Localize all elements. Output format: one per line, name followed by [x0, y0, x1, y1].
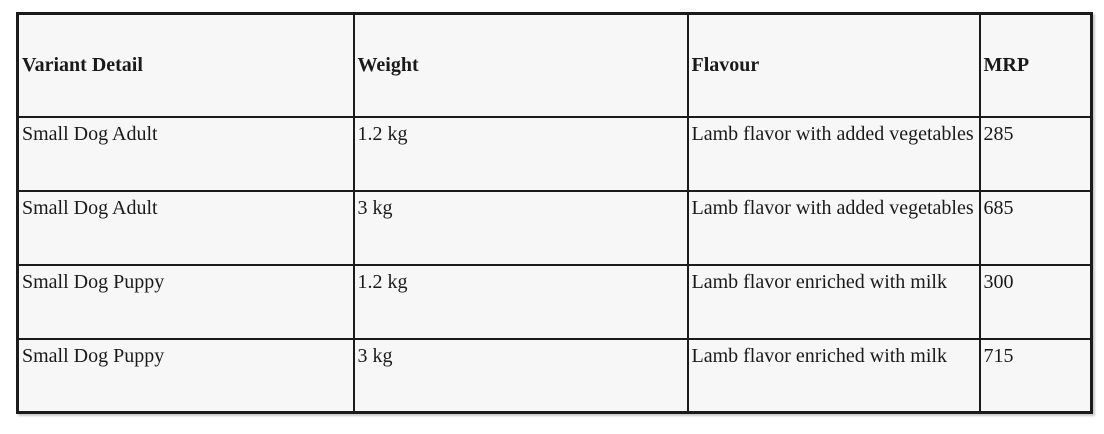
- cell-variant: Small Dog Adult: [18, 191, 354, 265]
- cell-mrp: 685: [980, 191, 1092, 265]
- table-row: [18, 265, 1092, 339]
- cell-flavour: Lamb flavor enriched with milk: [688, 265, 980, 339]
- cell-weight: 1.2 kg: [354, 265, 688, 339]
- table-row: [18, 339, 1092, 413]
- cell-variant: Small Dog Puppy: [18, 265, 354, 339]
- cell-flavour: Lamb flavor enriched with milk: [688, 339, 980, 413]
- cell-flavour: Lamb flavor with added vegetables: [688, 191, 980, 265]
- column-header-flavour: Flavour: [688, 14, 980, 117]
- cell-weight: 3 kg: [354, 191, 688, 265]
- table-header-row: [18, 14, 1092, 117]
- cell-variant: Small Dog Puppy: [18, 339, 354, 413]
- cell-weight: 1.2 kg: [354, 117, 688, 191]
- cell-mrp: 300: [980, 265, 1092, 339]
- table-row: [18, 191, 1092, 265]
- column-header-weight: Weight: [354, 14, 688, 117]
- cell-mrp: 285: [980, 117, 1092, 191]
- cell-variant: Small Dog Adult: [18, 117, 354, 191]
- cell-flavour: Lamb flavor with added vegetables: [688, 117, 980, 191]
- cell-mrp: 715: [980, 339, 1092, 413]
- column-header-variant-detail: Variant Detail: [18, 14, 354, 117]
- product-variant-table: [16, 12, 1093, 414]
- table-row: [18, 117, 1092, 191]
- column-header-mrp: MRP: [980, 14, 1092, 117]
- cell-weight: 3 kg: [354, 339, 688, 413]
